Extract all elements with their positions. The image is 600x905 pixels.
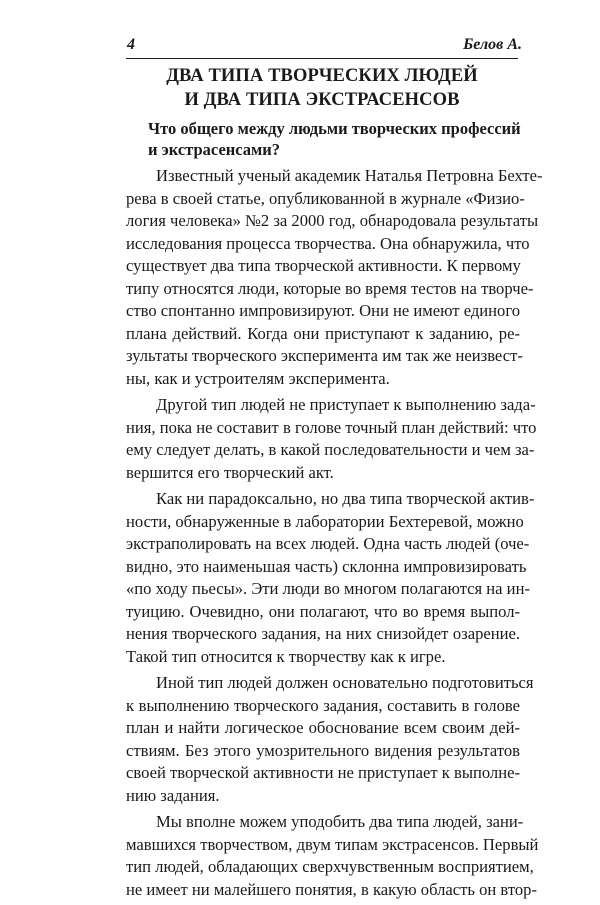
page-header (126, 34, 522, 59)
subtitle-line: Что общего между людьми творческих профессий (148, 119, 521, 138)
text-line: мавшихся творчеством, двум типам экстрасенсов. Первый (126, 834, 539, 854)
text-line: зультаты творческого эксперимента им так же неизвест- (126, 346, 523, 365)
text-line: своей творческой активности не приступает к выполне- (126, 763, 520, 782)
text-line: к выполнению творческого задания, составить в голове (126, 695, 520, 715)
chapter-title-line: ДВА ТИПА ТВОРЧЕСКИХ ЛЮДЕЙ (166, 66, 478, 86)
text-line: ство спонтанно импровизируют. Они не имеют единого (126, 301, 521, 320)
text-line: исследования процесса творчества. Она обнаружила, что (126, 233, 530, 253)
text-line: Мы вполне можем уподобить два типа людей, зани- (156, 812, 524, 831)
text-line: тип людей, обладающих сверхчувственным восприятием, (126, 857, 534, 876)
text-line: плана действий. Когда они приступают к заданию, ре- (126, 323, 520, 343)
text-line: «по ходу пьесы». Эти люди во многом полагаются на ин- (126, 579, 530, 598)
text-line: экстраполировать на всех людей. Одна часть людей (оче- (126, 534, 530, 553)
text-line: нения творческого задания, на них снизойдет озарение. (126, 624, 520, 643)
chapter-title-line: И ДВА ТИПА ЭКСТРАСЕНСОВ (184, 90, 460, 110)
text-line: Как ни парадоксально, но два типа творческой актив- (156, 489, 535, 508)
text-line: Известный ученый академик Наталья Петровна Бехте- (156, 166, 543, 185)
text-line: Иной тип людей должен основательно подготовиться (156, 673, 534, 692)
text-line: логия человека» №2 за 2000 год, обнародовала результаты (126, 211, 539, 230)
text-line: ему следует делать, в какой последовательности и чем за- (126, 440, 535, 459)
text-line: ствиям. Без этого умозрительного видения результатов (126, 740, 520, 760)
paragraph (126, 488, 535, 668)
paragraph (126, 811, 539, 901)
text-line: вершится его творческий акт. (126, 462, 334, 482)
text-line: ности, обнаруженные в лаборатории Бехтеревой, можно (126, 511, 524, 531)
body-text (126, 165, 543, 905)
text-line: Такой тип относится к творчеству как к игре. (126, 646, 446, 666)
text-line: существует два типа творческой активности. К первому (126, 256, 521, 275)
text-line: ны, как и устроителям эксперимента. (126, 368, 390, 388)
section-subtitle (148, 118, 528, 160)
text-line: не имеет ни малейшего понятия, в какую область он втор- (126, 879, 538, 899)
paragraph (126, 394, 537, 484)
paragraph (126, 672, 534, 807)
text-line: туицию. Очевидно, они полагают, что во время выпол- (126, 601, 520, 621)
subtitle-line: и экстрасенсами? (148, 140, 281, 159)
text-line: типу относятся люди, которые во время тестов на творче- (126, 278, 534, 298)
paragraph (126, 165, 543, 390)
text-line: Другой тип людей не приступает к выполнению зада- (156, 395, 536, 414)
page-number: 4 (127, 36, 135, 53)
text-line: нию задания. (126, 785, 220, 805)
text-line: ния, пока не составит в голове точный план действий: что (126, 417, 537, 437)
text-line: план и найти логическое обоснование всем своим дей- (126, 718, 520, 737)
text-line: видно, это наименьшая часть) склонна импровизировать (126, 556, 527, 576)
chapter-title (126, 64, 518, 112)
running-head-author: Белов А. (463, 36, 522, 53)
text-line: рева в своей статье, опубликованной в журнале «Физио- (126, 188, 525, 208)
